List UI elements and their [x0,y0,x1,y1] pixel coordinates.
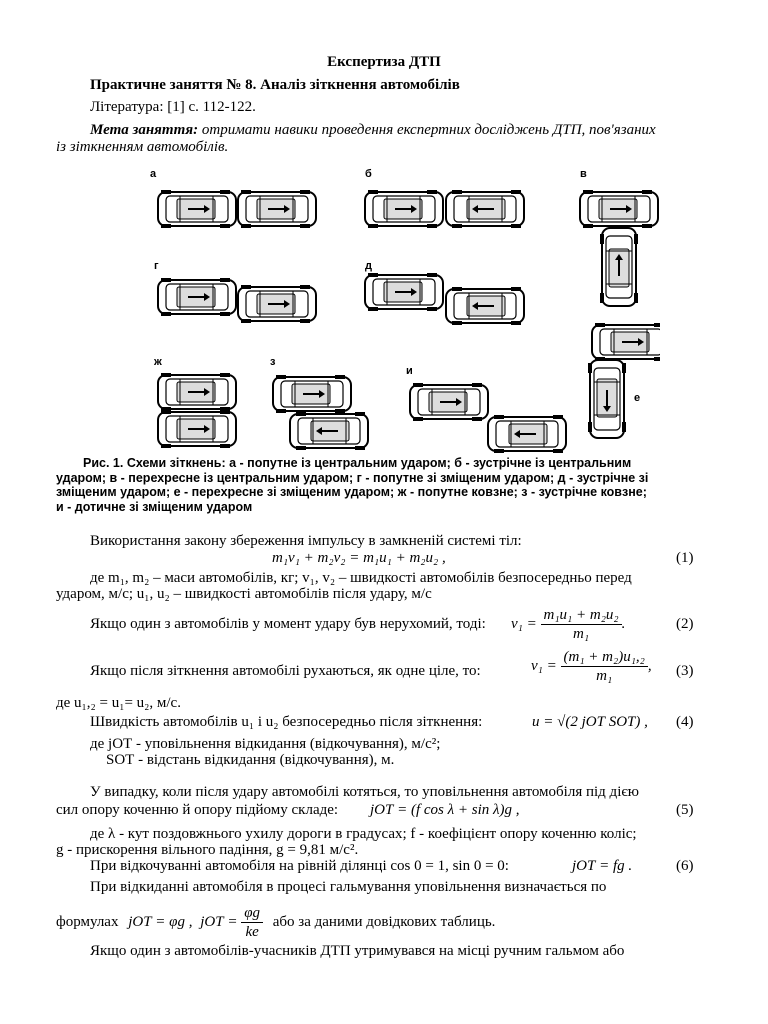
paragraph-momentum: Використання закону збереження імпульсу в замкненій системі тіл: [90,533,522,549]
equation-3-number: (3) [676,663,694,679]
equation-7b-denominator: kе [245,924,259,940]
paragraph-where-1b: ударом, м/с; u₁, u₂ – швидкості автомобілів після удару, м/с [56,586,432,602]
goal-line-2: із зіткненням автомобілів. [56,139,229,155]
label-e: е [634,392,641,404]
equation-4-number: (4) [676,714,694,730]
caption-line-4: и - дотичне зі зміщеним ударом [56,499,253,514]
label-g: г [154,260,159,272]
collision-schemes-figure [140,165,660,455]
equation-3: v₁ = $\frac{\text{(m₁ + m₂)u₁,₂}}{\text{m₁}}$ , [531,649,652,684]
equation-1: m₁v₁ + m₂v₂ = m₁u₁ + m₂u₂ , [272,550,446,566]
equation-6-number: (6) [676,858,694,874]
equation-3-lhs: v₁ = [531,657,557,674]
label-v: в [580,168,587,180]
car-d2 [446,287,524,325]
paragraph-handbrake: Якщо один з автомобілів-учасників ДТП утримувався на місці ручним гальмом або [90,943,625,959]
car-i1 [410,383,488,421]
equation-7a: jОТ = φg , [128,913,193,930]
paragraph-braking-a: При відкиданні автомобіля в процесі гальмування уповільнення визначається по [90,879,607,895]
paragraph-rolling-a: У випадку, коли після удару автомобілі котяться, то уповільнення автомобіля під дією [90,784,640,800]
car-zh1 [158,373,236,411]
car-z2 [290,412,368,450]
label-a: а [150,168,157,180]
car-v2 [600,228,638,306]
car-b1 [365,190,443,228]
equation-1-number: (1) [676,550,694,566]
equation-7b-fraction [241,904,263,941]
label-d: д [365,260,372,272]
equation-3-numerator: (m₁ + m₂)u₁,₂ [561,648,648,667]
equation-2-numerator: m₁u₁ + m₂u₂ [541,606,622,625]
literature-line: Література: [1] с. 112-122. [90,99,256,115]
equation-2-fraction [541,606,622,643]
figure-caption [56,456,728,514]
paragraph-where-1a: де m₁, m₂ – маси автомобілів, кг; v₁, v₂ – швидкості автомобілів безпосередньо перед [90,570,632,586]
car-a1 [158,190,236,228]
car-zh2 [158,410,236,448]
lesson-title: Практичне заняття № 8. Аналіз зіткнення автомобілів [90,77,460,93]
car-g2 [238,285,316,323]
equation-3-denominator: m₁ [596,668,613,684]
document-title: Експертиза ДТП [327,54,441,70]
car-i2 [488,415,566,453]
caption-line-2: ударом; в - перехресне із центральним ударом; г - попутне зі зміщеним ударом; д - зустрічне зі [56,470,649,485]
equation-2-denominator: m₁ [573,626,590,642]
car-v1 [580,190,658,228]
formulas-word: формулах [56,913,119,930]
car-d1 [365,273,443,311]
paragraph-u12: де u₁,₂ = u₁= u₂, м/с. [56,695,181,711]
label-b: б [365,168,372,180]
equation-6: jОТ = fg . [572,858,633,874]
equation-5-number: (5) [676,802,694,818]
equation-7b-numerator: φg [241,904,263,923]
car-e2 [588,360,626,438]
label-i: и [406,365,413,377]
goal-label: Мета заняття: [90,122,199,138]
paragraph-where-jot: де jОТ - уповільнення відкидання (відкочування), м/с²; [90,736,441,752]
caption-line-3: зміщеним ударом; е - перехресне зі зміщеним ударом; ж - попутне ковзне; з - зустрічне ковзне; [56,485,647,499]
paragraph-one-body: Якщо після зіткнення автомобілі рухаються, як одне ціле, то: [90,663,481,679]
goal-text: отримати навики проведення експертних досліджень ДТП, пов'язаних [198,122,656,138]
label-z: з [270,356,276,368]
paragraph-where-g: g - прискорення вільного падіння, g = 9,81 м/с². [56,842,359,858]
label-zh: ж [154,356,162,368]
equation-2: v₁ = $\frac{\text{m₁u₁ + m₂u₂}}{\text{m₁}}$ . [511,607,626,642]
paragraph-speed-after: Швидкість автомобілів u₁ і u₂ безпосередньо після зіткнення: [90,714,483,730]
paragraph-braking-b [56,904,495,941]
car-e1 [592,323,660,361]
paragraph-where-sot: SОТ - відстань відкидання (відкочування), м. [106,752,395,768]
car-g1 [158,278,236,316]
equation-3-fraction [561,648,648,685]
paragraph-rolling-b: сил опору коченню й опору підйому складе: [56,802,339,818]
caption-line-1: Рис. 1. Схеми зіткнень: а - попутне із центральним ударом; б - зустрічне із центральним [83,456,632,470]
equation-4: u = √(2 jОТ SОТ) , [532,714,648,730]
goal-line [90,121,656,139]
paragraph-stationary: Якщо один з автомобілів у момент удару був нерухомий, тоді: [90,616,486,632]
equation-2-lhs: v₁ = [511,615,537,632]
car-z1 [273,375,351,413]
paragraph-level-road: При відкочуванні автомобіля на рівній ділянці cos 0 = 1, sin 0 = 0: [90,858,509,874]
reference-tables-text: або за даними довідкових таблиць. [272,913,496,930]
equation-2-number: (2) [676,616,694,632]
paragraph-where-lambda: де λ - кут поздовжнього ухилу дороги в градусах; f - коефіцієнт опору коченню коліс; [90,826,637,842]
car-b2 [446,190,524,228]
car-a2 [238,190,316,228]
equation-7b-lhs: jОТ = [200,913,238,930]
equation-5: jОТ = (f cos λ + sin λ)g , [370,802,520,818]
